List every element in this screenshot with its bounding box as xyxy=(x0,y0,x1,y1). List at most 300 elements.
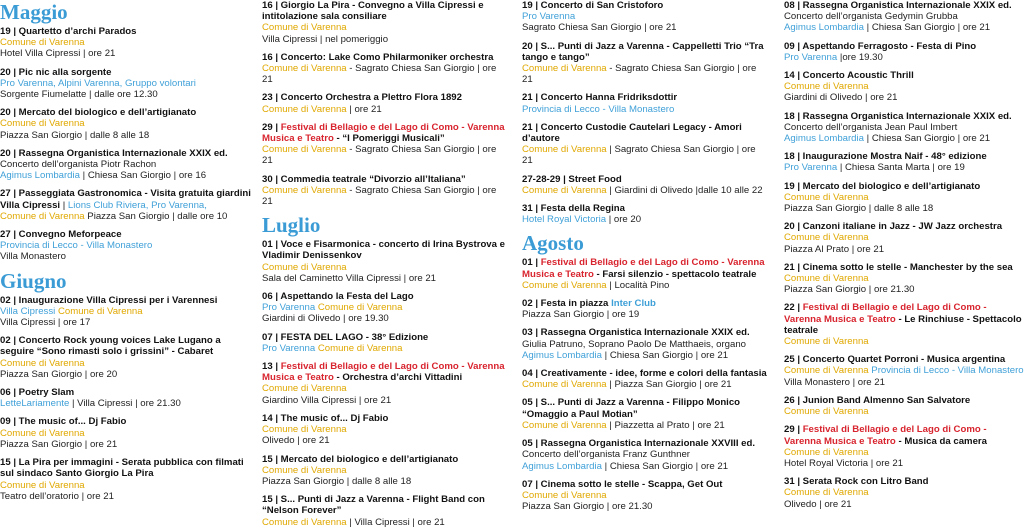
event-detail-line xyxy=(522,490,768,501)
event-title-part: Festival di Bellagio e del Lago di Como - Varenna Musica e Teatro xyxy=(784,302,987,325)
event-title-text: 15 | S... Punti di Jazz a Varenna - Flight Band con “Nelson Forever” xyxy=(262,494,485,517)
event-detail-text: Villa Cipressi | nel pomeriggio xyxy=(262,33,389,45)
event-title-part: 02 | Festa in piazza xyxy=(522,298,612,310)
event-item xyxy=(262,52,508,86)
event-title-text: 31 | Festa della Regina xyxy=(522,203,625,215)
event-item xyxy=(522,368,768,390)
event-detail-line xyxy=(0,428,252,439)
event-title xyxy=(262,494,508,516)
event-detail-line xyxy=(522,379,768,390)
event-title-part: - Orchestra d’archi Vittadini xyxy=(333,372,463,384)
event-title-part: - Farsi silenzio - spettacolo teatrale xyxy=(593,268,757,280)
event-item xyxy=(522,327,768,361)
event-detail-line xyxy=(522,185,768,196)
organizer-name: Agimus Lombardia xyxy=(0,170,80,182)
event-detail-line xyxy=(784,232,1024,243)
event-title-text: 14 | Concerto Acoustic Thrill xyxy=(784,70,914,82)
event-title xyxy=(522,203,768,214)
event-detail-line xyxy=(522,214,768,225)
event-item xyxy=(784,70,1024,104)
event-title xyxy=(784,262,1024,273)
organizer-name: LetteLariamente xyxy=(0,398,70,410)
organizer-name: Agimus Lombardia xyxy=(784,22,864,34)
event-title-text: 19 | Quartetto d’archi Parados xyxy=(0,26,137,37)
organizer-comune: Comune di Varenna xyxy=(262,516,347,528)
event-detail-line xyxy=(262,313,508,324)
event-title-text: 14 | The music of... Dj Fabio xyxy=(262,412,389,424)
event-detail-line xyxy=(784,192,1024,203)
organizer-name: Provincia di Lecco - Villa Monastero xyxy=(0,240,153,252)
event-title xyxy=(262,332,508,343)
event-detail-text: Giulia Patruno, Soprano Paolo De Matthaeis, organo xyxy=(522,338,746,350)
event-title-part: Festival di Bellagio e del Lago di Como - Varenna Musica e Teatro xyxy=(262,121,505,145)
event-title-text: 05 | S... Punti di Jazz a Varenna - Filippo Monico “Omaggio a Paul Motian” xyxy=(522,397,741,420)
event-title-part: 22 | xyxy=(784,302,803,314)
event-item xyxy=(0,457,252,502)
event-title xyxy=(0,188,252,210)
event-detail-line xyxy=(0,48,252,59)
organizer-comune: Comune di Varenna xyxy=(522,63,607,75)
event-title-text: 21 | Concerto Custodie Cautelari Legacy - Amori d’autore xyxy=(522,121,742,145)
event-title xyxy=(262,291,508,302)
event-item xyxy=(262,291,508,325)
event-title-text: 31 | Serata Rock con Litro Band xyxy=(784,476,929,488)
event-title xyxy=(0,335,252,357)
organizer-comune: Comune di Varenna xyxy=(784,446,869,458)
event-organizer: | xyxy=(60,199,68,211)
event-detail-text: Concerto dell’organista Jean Paul Imbert xyxy=(784,121,958,133)
event-title-part: Festival di Bellagio e del Lago di Como - Varenna Musica e Teatro xyxy=(262,361,505,384)
event-organizer: Lions Club Riviera, Pro Varenna, xyxy=(67,199,207,211)
organizer-comune: Comune di Varenna xyxy=(317,302,403,314)
event-detail-line xyxy=(262,476,508,487)
organizer-comune: Comune di Varenna xyxy=(262,144,347,156)
event-title-text: 07 | FESTA DEL LAGO - 38° Edizione xyxy=(262,331,429,343)
event-detail-text: | Sagrato Chiesa San Giorgio | ore 21 xyxy=(522,144,756,167)
event-detail-text: Sorgente Fiumelatte | dalle ore 12.30 xyxy=(0,89,158,101)
event-detail-text: Olivedo | ore 21 xyxy=(262,435,330,447)
event-detail-text: Piazza San Giorgio | dalle 8 alle 18 xyxy=(784,203,934,215)
event-detail-line xyxy=(0,89,252,100)
event-detail-text: | Chiesa San Giorgio | ore 16 xyxy=(80,170,207,182)
event-item xyxy=(784,221,1024,255)
event-title-text: 20 | Pic nic alla sorgente xyxy=(0,66,112,78)
event-title-part: - Le Rinchiuse - Spettacolo teatrale xyxy=(784,313,1022,336)
event-detail-text: | Piazza San Giorgio | ore 21 xyxy=(606,379,732,391)
event-title xyxy=(784,111,1024,122)
event-title xyxy=(0,26,252,37)
organizer-name: Agimus Lombardia xyxy=(522,349,602,361)
event-detail-line xyxy=(262,22,508,33)
event-detail-line xyxy=(522,339,768,350)
event-detail-text: Giardino Villa Cipressi | ore 21 xyxy=(262,394,392,406)
organizer-comune: Comune di Varenna xyxy=(522,489,607,501)
event-item xyxy=(262,413,508,447)
event-item xyxy=(784,424,1024,469)
event-detail-text: |ore 19.30 xyxy=(837,51,883,63)
event-title-text: 08 | Rassegna Organistica Internazionale XXIX ed. xyxy=(784,0,1012,11)
event-item xyxy=(784,354,1024,388)
event-detail-line xyxy=(262,517,508,528)
event-detail-line xyxy=(0,491,252,502)
event-title-text: 20 | Rassegna Organistica Internazionale XXIX ed. xyxy=(0,147,228,159)
event-item xyxy=(262,332,508,354)
event-detail-text: | ore 20 xyxy=(606,214,642,226)
event-title-text: 20 | S... Punti di Jazz a Varenna - Cappelletti Trio “Tra tango e tango” xyxy=(522,40,764,63)
event-item xyxy=(522,438,768,472)
event-detail-text: Piazza San Giorgio | ore 21.30 xyxy=(784,284,915,296)
event-item xyxy=(522,397,768,431)
event-title xyxy=(522,174,768,185)
event-detail-line xyxy=(784,52,1024,63)
column-1 xyxy=(0,0,252,502)
organizer-comune: Comune di Varenna xyxy=(784,273,869,285)
event-item xyxy=(262,494,508,528)
event-item xyxy=(0,67,252,101)
organizer-comune: Comune di Varenna xyxy=(0,210,85,222)
event-title-text: 07 | Cinema sotto le stelle - Scappa, Get Out xyxy=(522,478,723,490)
event-detail-text: Villa Monastero | ore 21 xyxy=(784,376,885,388)
event-title-text: 27 | Passeggiata Gastronomica - Visita gratuita giardini Villa Cipressi xyxy=(0,188,251,211)
event-title xyxy=(262,361,508,383)
event-detail-line xyxy=(784,336,1024,347)
event-detail-line xyxy=(0,170,252,181)
organizer-comune: Comune di Varenna xyxy=(262,261,347,273)
event-detail-line xyxy=(262,302,508,313)
event-detail-text: Piazza San Giorgio | ore 19 xyxy=(522,309,640,321)
event-detail-text: | ore 21 xyxy=(346,103,382,115)
organizer-comune: Comune di Varenna xyxy=(0,427,85,439)
organizer-comune: Comune di Varenna xyxy=(262,424,347,436)
event-title-text: 20 | Mercato del biologico e dell’artigianato xyxy=(0,107,197,119)
event-title xyxy=(0,387,252,398)
organizer-name: Pro Varenna xyxy=(262,342,316,354)
event-detail-line xyxy=(262,395,508,406)
event-title xyxy=(262,122,508,144)
event-item xyxy=(0,229,252,263)
event-title xyxy=(262,0,508,22)
event-item xyxy=(262,122,508,167)
event-detail-text: Hotel Villa Cipressi | ore 21 xyxy=(0,48,116,60)
event-detail-text: Piazza San Giorgio | dalle 8 alle 18 xyxy=(0,129,150,141)
event-item xyxy=(522,257,768,291)
event-detail-text: | Piazzetta al Prato | ore 21 xyxy=(606,419,725,431)
organizer-name: Hotel Royal Victoria xyxy=(522,214,607,226)
event-detail-line xyxy=(262,424,508,435)
organizer-comune: Comune di Varenna xyxy=(522,184,607,196)
organizer-comune: Comune di Varenna xyxy=(262,184,347,196)
organizer-comune: Comune di Varenna xyxy=(784,81,869,93)
organizer-comune: Comune di Varenna xyxy=(0,37,85,49)
event-detail-line xyxy=(262,104,508,115)
event-detail-line xyxy=(784,487,1024,498)
event-item xyxy=(522,298,768,320)
event-detail-line xyxy=(784,499,1024,510)
event-detail-line xyxy=(262,34,508,45)
event-title xyxy=(262,92,508,103)
event-detail-line xyxy=(784,203,1024,214)
event-title-part: Inter Club xyxy=(611,298,656,310)
event-title xyxy=(784,151,1024,162)
event-detail-line xyxy=(262,465,508,476)
event-detail-line xyxy=(262,273,508,284)
event-title-part: - Musica da camera xyxy=(895,435,987,447)
event-detail-line xyxy=(784,406,1024,417)
event-title xyxy=(522,298,768,309)
event-detail-line xyxy=(0,240,252,251)
organizer-name: Agimus Lombardia xyxy=(522,460,602,472)
event-detail-line xyxy=(0,118,252,129)
event-detail-line xyxy=(0,369,252,380)
event-detail-text: Piazza San Giorgio | dalle ore 10 xyxy=(84,210,228,222)
event-title-text: 19 | Concerto di San Cristoforo xyxy=(522,0,664,11)
event-detail-line xyxy=(784,365,1024,376)
event-item xyxy=(262,174,508,208)
organizer-name: Agimus Lombardia xyxy=(784,133,864,145)
event-title xyxy=(784,221,1024,232)
event-detail-line xyxy=(262,144,508,166)
event-item xyxy=(0,107,252,141)
event-item xyxy=(522,41,768,86)
event-item xyxy=(262,92,508,114)
event-detail-text: | Chiesa San Giorgio | ore 21 xyxy=(864,22,991,34)
event-item xyxy=(784,476,1024,510)
organizer-comune: Comune di Varenna xyxy=(784,406,869,418)
event-item xyxy=(262,0,508,45)
event-detail-line xyxy=(522,350,768,361)
event-title xyxy=(784,476,1024,487)
event-detail-text: | Chiesa San Giorgio | ore 21 xyxy=(602,460,729,472)
event-detail-text: Piazza San Giorgio | dalle 8 alle 18 xyxy=(262,475,412,487)
event-item xyxy=(784,41,1024,63)
event-title-text: 01 | Voce e Fisarmonica - concerto di Irina Bystrova e Vladimir Denissenkov xyxy=(262,239,505,262)
event-title xyxy=(522,41,768,63)
event-detail-text: Sala del Caminetto Villa Cipressi | ore 21 xyxy=(262,272,437,284)
event-title-text: 15 | La Pira per immagini - Serata pubblica con filmati sul sindaco Santo Giorgio La Pira xyxy=(0,457,244,480)
event-detail-line xyxy=(784,377,1024,388)
event-detail-line xyxy=(0,78,252,89)
event-detail-line xyxy=(522,104,768,115)
event-title xyxy=(784,181,1024,192)
event-detail-line xyxy=(784,458,1024,469)
event-title xyxy=(522,438,768,449)
event-detail-line xyxy=(0,439,252,450)
event-detail-text: Piazza San Giorgio | ore 21.30 xyxy=(522,501,653,513)
event-detail-line xyxy=(262,185,508,207)
organizer-name: Pro Varenna xyxy=(522,11,576,23)
event-item xyxy=(522,203,768,225)
event-detail-line xyxy=(784,284,1024,295)
event-title xyxy=(784,424,1024,446)
event-title xyxy=(784,354,1024,365)
event-item xyxy=(522,0,768,34)
event-title xyxy=(784,41,1024,52)
event-title-text: 20 | Canzoni italiane in Jazz - JW Jazz orchestra xyxy=(784,221,1003,233)
column-2 xyxy=(262,0,508,528)
event-title-text: 21 | Cinema sotto le stelle - Manchester by the sea xyxy=(784,261,1013,273)
event-detail-text: - Sagrato Chiesa San Giorgio | ore 21 xyxy=(262,144,497,167)
organizer-comune: Comune di Varenna xyxy=(0,118,85,130)
organizer-comune: Comune di Varenna xyxy=(262,103,347,115)
event-detail-line xyxy=(784,92,1024,103)
event-title-part: Festival di Bellagio e del Lago di Como - Varenna Musica e Teatro xyxy=(784,424,987,447)
event-item xyxy=(0,188,252,222)
organizer-comune: Comune di Varenna xyxy=(784,487,869,499)
event-detail-text: Olivedo | ore 21 xyxy=(784,498,852,510)
event-detail-line xyxy=(784,22,1024,33)
event-item xyxy=(0,26,252,60)
organizer-comune: Comune di Varenna xyxy=(784,336,869,348)
event-title xyxy=(784,302,1024,336)
event-detail-line xyxy=(784,133,1024,144)
event-detail-text: - Sagrato Chiesa San Giorgio | ore 21 xyxy=(522,63,757,86)
event-title xyxy=(522,479,768,490)
event-item xyxy=(784,151,1024,173)
event-title-text: 05 | Rassegna Organistica Internazionale XXVIII ed. xyxy=(522,438,756,450)
event-detail-text: | Villa Cipressi | ore 21 xyxy=(346,516,445,528)
event-title-text: 02 | Concerto Rock young voices Lake Lugano a seguire “Sono rimasti solo i grissini” - Cabaret xyxy=(0,335,221,358)
event-title-part: 01 | xyxy=(522,257,541,269)
event-item xyxy=(0,335,252,380)
event-title-text: 09 | The music of... Dj Fabio xyxy=(0,416,127,428)
event-title-text: 16 | Giorgio La Pira - Convegno a Villa Cipressi e intitolazione sala consiliare xyxy=(262,0,484,23)
event-item xyxy=(522,122,768,167)
event-title-text: 06 | Aspettando la Festa del Lago xyxy=(262,291,414,303)
event-title-text: 03 | Rassegna Organistica Internazionale XXIX ed. xyxy=(522,327,750,339)
event-title xyxy=(522,397,768,419)
event-title-text: 27 | Convegno Meforpeace xyxy=(0,229,122,241)
event-detail-text: | Villa Cipressi | ore 21.30 xyxy=(69,398,181,410)
event-title-text: 18 | Inaugurazione Mostra Naif - 48° edizione xyxy=(784,151,987,163)
organizer-comune: Comune di Varenna xyxy=(0,357,85,369)
event-detail-line xyxy=(522,144,768,166)
organizer-name: Provincia di Lecco - Villa Monastero xyxy=(522,103,675,115)
event-detail-line xyxy=(522,22,768,33)
organizer-name: Pro Varenna, Alpini Varenna, Gruppo volontari xyxy=(0,77,196,89)
organizer-comune: Comune di Varenna xyxy=(522,144,607,156)
event-detail-line xyxy=(784,81,1024,92)
event-title xyxy=(522,368,768,379)
event-detail-text: | Chiesa San Giorgio | ore 21 xyxy=(602,349,729,361)
event-title xyxy=(262,52,508,63)
event-detail-line xyxy=(262,343,508,354)
month-heading: Agosto xyxy=(522,231,584,256)
event-detail-line xyxy=(0,306,252,317)
event-detail-text: - Sagrato Chiesa San Giorgio | ore 21 xyxy=(262,63,497,86)
event-detail-text: - Sagrato Chiesa San Giorgio | ore 21 xyxy=(262,184,497,208)
event-title-text: 26 | Junion Band Almenno San Salvatore xyxy=(784,394,971,406)
event-detail-line xyxy=(262,435,508,446)
event-detail-text: Villa Monastero xyxy=(0,251,66,263)
event-title-text: 16 | Concerto: Lake Como Philarmoniker orchestra xyxy=(262,51,494,63)
event-title xyxy=(522,257,768,279)
event-detail-text: Giardini di Olivedo | ore 21 xyxy=(784,92,898,104)
organizer-comune: Comune di Varenna xyxy=(522,419,607,431)
column-4 xyxy=(784,0,1024,510)
organizer-comune: Comune di Varenna xyxy=(262,383,347,395)
event-title-text: 15 | Mercato del biologico e dell’artigianato xyxy=(262,453,459,465)
event-title xyxy=(0,229,252,240)
event-title-part: 29 | xyxy=(262,121,281,133)
organizer-comune: Comune di Varenna xyxy=(522,279,607,291)
event-detail-line xyxy=(522,501,768,512)
organizer-name: Pro Varenna xyxy=(262,302,316,314)
event-title xyxy=(522,0,768,11)
event-item xyxy=(262,361,508,406)
event-title-part: 13 | xyxy=(262,361,281,373)
organizer-comune: Comune di Varenna xyxy=(784,232,869,244)
event-title xyxy=(522,327,768,338)
event-title xyxy=(784,0,1024,11)
event-detail-text: Concerto dell’organista Gedymin Grubba xyxy=(784,11,958,23)
event-title xyxy=(0,107,252,118)
column-3 xyxy=(522,0,768,513)
event-detail-line xyxy=(784,273,1024,284)
event-title xyxy=(0,295,252,306)
event-title-part: Festival di Bellagio e del Lago di Como - Varenna Musica e Teatro xyxy=(522,257,765,280)
event-title-text: 02 | Inaugurazione Villa Cipressi per i Varennesi xyxy=(0,294,218,306)
event-title-text: 19 | Mercato del biologico e dell’artigianato xyxy=(784,180,981,192)
organizer-comune: Comune di Varenna xyxy=(57,305,143,317)
event-detail-line xyxy=(784,447,1024,458)
month-heading: Luglio xyxy=(262,213,321,238)
event-title xyxy=(262,239,508,261)
event-item xyxy=(0,387,252,409)
event-title xyxy=(262,454,508,465)
event-item xyxy=(0,295,252,329)
event-title xyxy=(784,395,1024,406)
event-detail-line xyxy=(522,280,768,291)
event-item xyxy=(784,0,1024,34)
organizer-comune: Comune di Varenna xyxy=(0,479,85,491)
event-detail-line xyxy=(0,251,252,262)
event-item xyxy=(522,174,768,196)
event-item xyxy=(784,302,1024,347)
organizer-comune: Comune di Varenna xyxy=(262,464,347,476)
organizer-comune: Comune di Varenna xyxy=(784,191,869,203)
event-item xyxy=(784,262,1024,296)
event-title-part: - “I Pomeriggi Musicali” xyxy=(333,133,445,145)
organizer-comune: Comune di Varenna xyxy=(522,379,607,391)
event-detail-text: Sagrato Chiesa San Giorgio | ore 21 xyxy=(522,22,677,34)
event-title-text: 18 | Rassegna Organistica Internazionale XXIX ed. xyxy=(784,110,1012,122)
month-heading: Maggio xyxy=(0,0,68,24)
event-item xyxy=(262,454,508,488)
event-title-part: 29 | xyxy=(784,424,803,436)
organizer-name: Villa Cipressi xyxy=(0,305,56,317)
event-item xyxy=(262,239,508,284)
event-title xyxy=(0,457,252,479)
event-detail-text: | Giardini di Olivedo |dalle 10 alle 22 xyxy=(606,184,763,196)
organizer-comune: Comune di Varenna xyxy=(262,63,347,75)
event-detail-text: Piazza San Giorgio | ore 20 xyxy=(0,368,118,380)
event-detail-text: Villa Cipressi | ore 17 xyxy=(0,317,91,329)
event-detail-line xyxy=(522,461,768,472)
event-item xyxy=(522,479,768,513)
event-item xyxy=(0,416,252,450)
event-detail-line xyxy=(522,309,768,320)
event-detail-text: Concerto dell’organista Franz Gunthner xyxy=(522,449,690,461)
month-heading: Giugno xyxy=(0,268,67,293)
event-detail-text: | Località Pino xyxy=(606,279,670,291)
event-title xyxy=(262,413,508,424)
event-detail-line xyxy=(262,262,508,273)
event-detail-line xyxy=(0,358,252,369)
event-detail-line xyxy=(522,420,768,431)
event-detail-line xyxy=(0,211,252,222)
event-detail-text: Piazza San Giorgio | ore 21 xyxy=(0,438,118,450)
organizer-comune: Comune di Varenna xyxy=(262,22,347,34)
